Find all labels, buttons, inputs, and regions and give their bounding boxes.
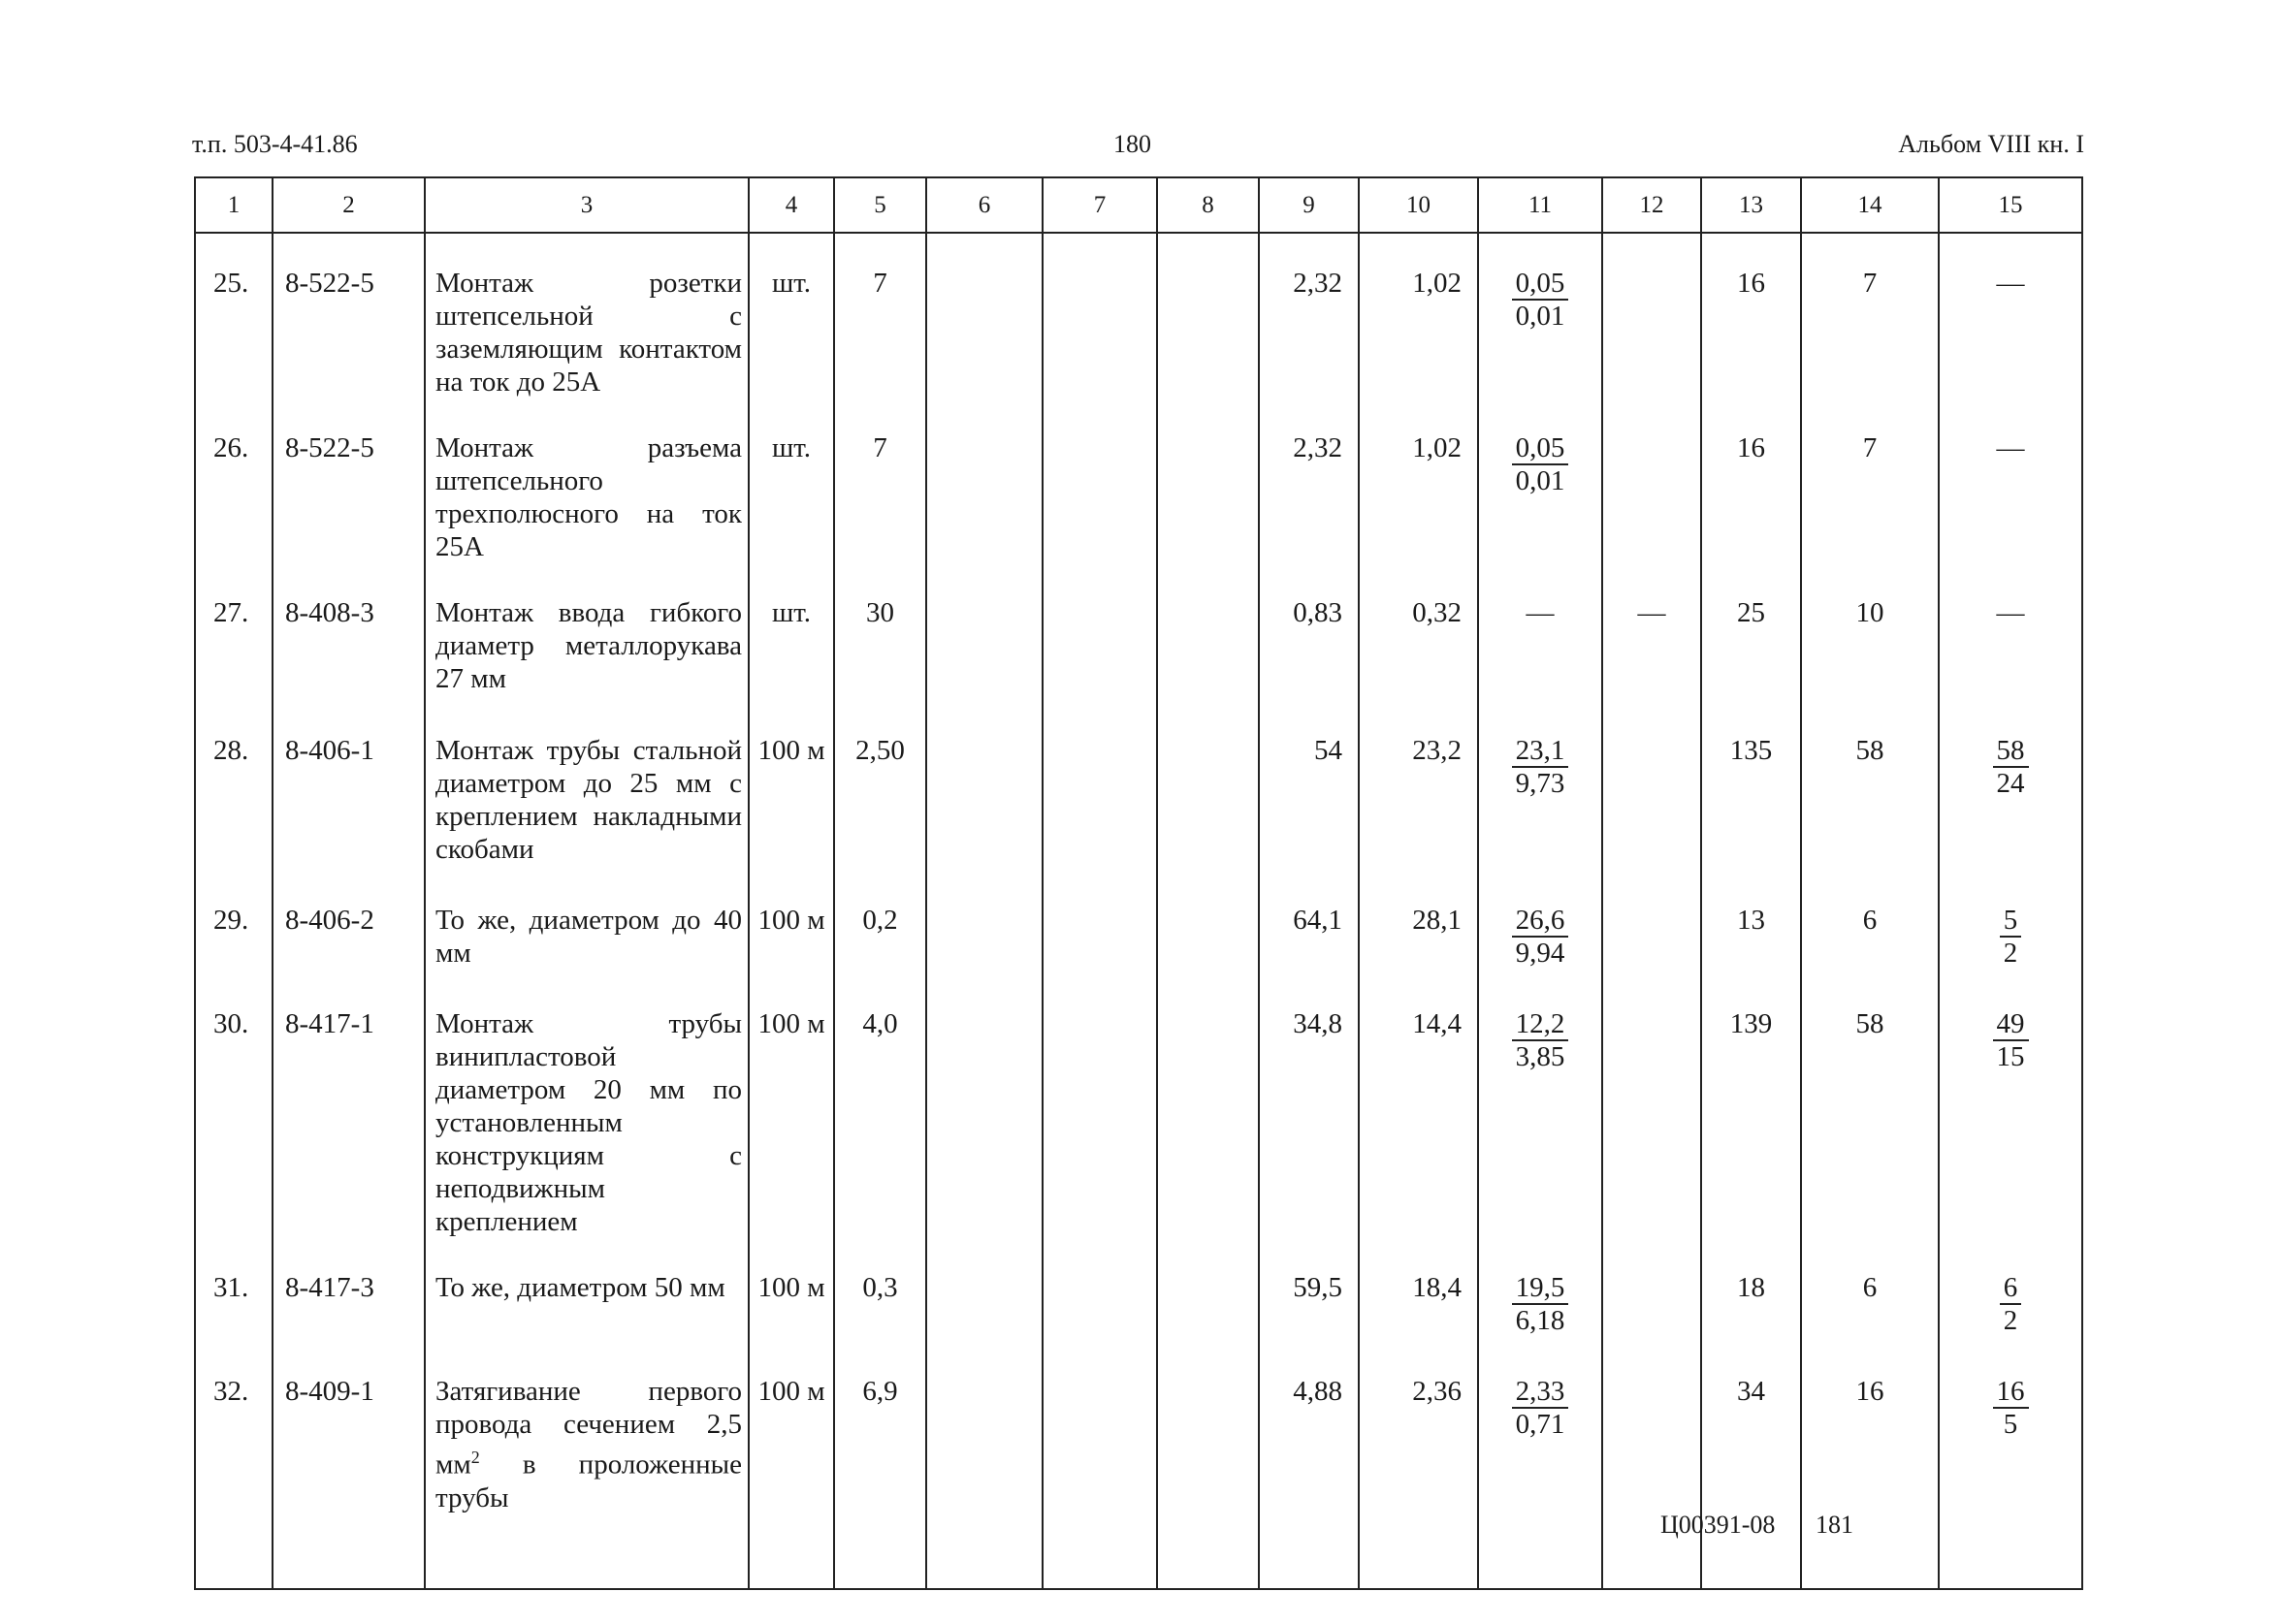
row-quantity: 30 [834, 563, 926, 701]
row-unit: 100 м [749, 974, 834, 1238]
row-col11: $\frac{2,33}{0,71}$ [1478, 1342, 1602, 1589]
row-description: Монтаж трубы винипластовой диаметром 20 мм по установленным конструкциям с неподвижным креплением [425, 974, 749, 1238]
row-col14: 7 [1801, 398, 1939, 563]
col-header: 5 [834, 177, 926, 233]
row-col15: $\frac{5}{2}$ [1939, 871, 2082, 974]
row-col9: 34,8 [1259, 974, 1359, 1238]
row-col11: $\frac{0,05}{0,01}$ [1478, 233, 1602, 398]
row-number: 26. [195, 398, 273, 563]
row-description: Затягивание первого провода сечением 2,5 $мм^2$ в проложенные трубы [425, 1342, 749, 1589]
row-col10: 0,32 [1359, 563, 1478, 701]
row-quantity: 0,3 [834, 1238, 926, 1342]
row-number: 28. [195, 701, 273, 871]
row-number: 25. [195, 233, 273, 398]
row-unit: 100 м [749, 1238, 834, 1342]
row-code: 8-522-5 [273, 233, 425, 398]
row-unit: 100 м [749, 871, 834, 974]
row-col12 [1602, 233, 1701, 398]
header-doc-number: т.п. 503-4-41.86 [192, 130, 358, 158]
row-col12: — [1602, 563, 1701, 701]
row-unit: 100 м [749, 1342, 834, 1589]
row-quantity: 7 [834, 233, 926, 398]
row-col9: 4,88 [1259, 1342, 1359, 1589]
row-col15: — [1939, 563, 2082, 701]
row-col10: 18,4 [1359, 1238, 1478, 1342]
col-header: 11 [1478, 177, 1602, 233]
col-header: 9 [1259, 177, 1359, 233]
row-col9: 2,32 [1259, 233, 1359, 398]
col-header: 14 [1801, 177, 1939, 233]
row-code: 8-406-2 [273, 871, 425, 974]
row-col12 [1602, 1238, 1701, 1342]
row-col14: 58 [1801, 974, 1939, 1238]
row-col10: 2,36 [1359, 1342, 1478, 1589]
row-col14: 16 [1801, 1342, 1939, 1589]
row-col9: 0,83 [1259, 563, 1359, 701]
col-header: 12 [1602, 177, 1701, 233]
row-number: 32. [195, 1342, 273, 1589]
row-unit: шт. [749, 398, 834, 563]
row-description: То же, диаметром до 40 мм [425, 871, 749, 974]
row-col11: $\frac{26,6}{9,94}$ [1478, 871, 1602, 974]
row-col11: $\frac{19,5}{6,18}$ [1478, 1238, 1602, 1342]
row-col11: $\frac{0,05}{0,01}$ [1478, 398, 1602, 563]
row-quantity: 2,50 [834, 701, 926, 871]
header-album: Альбом VIII кн. I [1898, 130, 2084, 158]
row-number: 29. [195, 871, 273, 974]
row-col10: 28,1 [1359, 871, 1478, 974]
row-col13: 13 [1701, 871, 1801, 974]
table-row [195, 563, 2082, 701]
col-header: 15 [1939, 177, 2082, 233]
row-col11: $\frac{23,1}{9,73}$ [1478, 701, 1602, 871]
col-header: 4 [749, 177, 834, 233]
row-quantity: 4,0 [834, 974, 926, 1238]
row-unit: 100 м [749, 701, 834, 871]
row-col12 [1602, 701, 1701, 871]
row-col9: 2,32 [1259, 398, 1359, 563]
footer-code: Ц00391-08 [1660, 1511, 1776, 1539]
row-quantity: 6,9 [834, 1342, 926, 1589]
row-number: 31. [195, 1238, 273, 1342]
row-quantity: 0,2 [834, 871, 926, 974]
column-number-row [195, 177, 2082, 233]
row-number: 30. [195, 974, 273, 1238]
row-col13: 18 [1701, 1238, 1801, 1342]
row-col15: — [1939, 233, 2082, 398]
row-col10: 1,02 [1359, 233, 1478, 398]
col-header: 6 [926, 177, 1043, 233]
table-row [195, 1342, 2082, 1589]
row-col13: 16 [1701, 398, 1801, 563]
row-col11: $\frac{12,2}{3,85}$ [1478, 974, 1602, 1238]
table-row [195, 398, 2082, 563]
col-header: 2 [273, 177, 425, 233]
row-col10: 23,2 [1359, 701, 1478, 871]
row-col14: 58 [1801, 701, 1939, 871]
estimate-table [194, 176, 2083, 1590]
table-row [195, 701, 2082, 871]
row-quantity: 7 [834, 398, 926, 563]
row-code: 8-406-1 [273, 701, 425, 871]
row-col14: 7 [1801, 233, 1939, 398]
col-header: 3 [425, 177, 749, 233]
table-row [195, 1238, 2082, 1342]
row-description: Монтаж разъема штепсельного трехполюсного на ток 25А [425, 398, 749, 563]
row-col12 [1602, 871, 1701, 974]
row-col15: $\frac{58}{24}$ [1939, 701, 2082, 871]
row-col15: $\frac{16}{5}$ [1939, 1342, 2082, 1589]
row-number: 27. [195, 563, 273, 701]
row-col10: 1,02 [1359, 398, 1478, 563]
row-col15: — [1939, 398, 2082, 563]
row-code: 8-417-1 [273, 974, 425, 1238]
row-col13: 16 [1701, 233, 1801, 398]
row-description: Монтаж розетки штепсельной с заземляющим контактом на ток до 25А [425, 233, 749, 398]
row-col13: 25 [1701, 563, 1801, 701]
table-row [195, 871, 2082, 974]
table-row [195, 974, 2082, 1238]
row-col14: 6 [1801, 871, 1939, 974]
row-col9: 59,5 [1259, 1238, 1359, 1342]
row-description: Монтаж трубы стальной диаметром до 25 мм с креплением накладными скобами [425, 701, 749, 871]
row-col9: 64,1 [1259, 871, 1359, 974]
header-page-number: 180 [1113, 130, 1151, 158]
row-unit: шт. [749, 233, 834, 398]
row-unit: шт. [749, 563, 834, 701]
row-col13: 135 [1701, 701, 1801, 871]
row-col15: $\frac{49}{15}$ [1939, 974, 2082, 1238]
row-description: Монтаж ввода гибкого диаметр металлорукава 27 мм [425, 563, 749, 701]
row-col9: 54 [1259, 701, 1359, 871]
row-col12 [1602, 1342, 1701, 1589]
col-header: 7 [1043, 177, 1157, 233]
row-col11: — [1478, 563, 1602, 701]
col-header: 8 [1157, 177, 1259, 233]
row-code: 8-408-3 [273, 563, 425, 701]
row-description: То же, диаметром 50 мм [425, 1238, 749, 1342]
row-col13: 34 [1701, 1342, 1801, 1589]
row-code: 8-409-1 [273, 1342, 425, 1589]
row-col13: 139 [1701, 974, 1801, 1238]
row-col15: $\frac{6}{2}$ [1939, 1238, 2082, 1342]
row-col14: 6 [1801, 1238, 1939, 1342]
footer-page: 181 [1816, 1511, 1853, 1539]
row-col12 [1602, 974, 1701, 1238]
row-col14: 10 [1801, 563, 1939, 701]
row-code: 8-522-5 [273, 398, 425, 563]
row-code: 8-417-3 [273, 1238, 425, 1342]
col-header: 1 [195, 177, 273, 233]
row-col10: 14,4 [1359, 974, 1478, 1238]
row-col12 [1602, 398, 1701, 563]
col-header: 10 [1359, 177, 1478, 233]
table-row [195, 233, 2082, 398]
col-header: 13 [1701, 177, 1801, 233]
